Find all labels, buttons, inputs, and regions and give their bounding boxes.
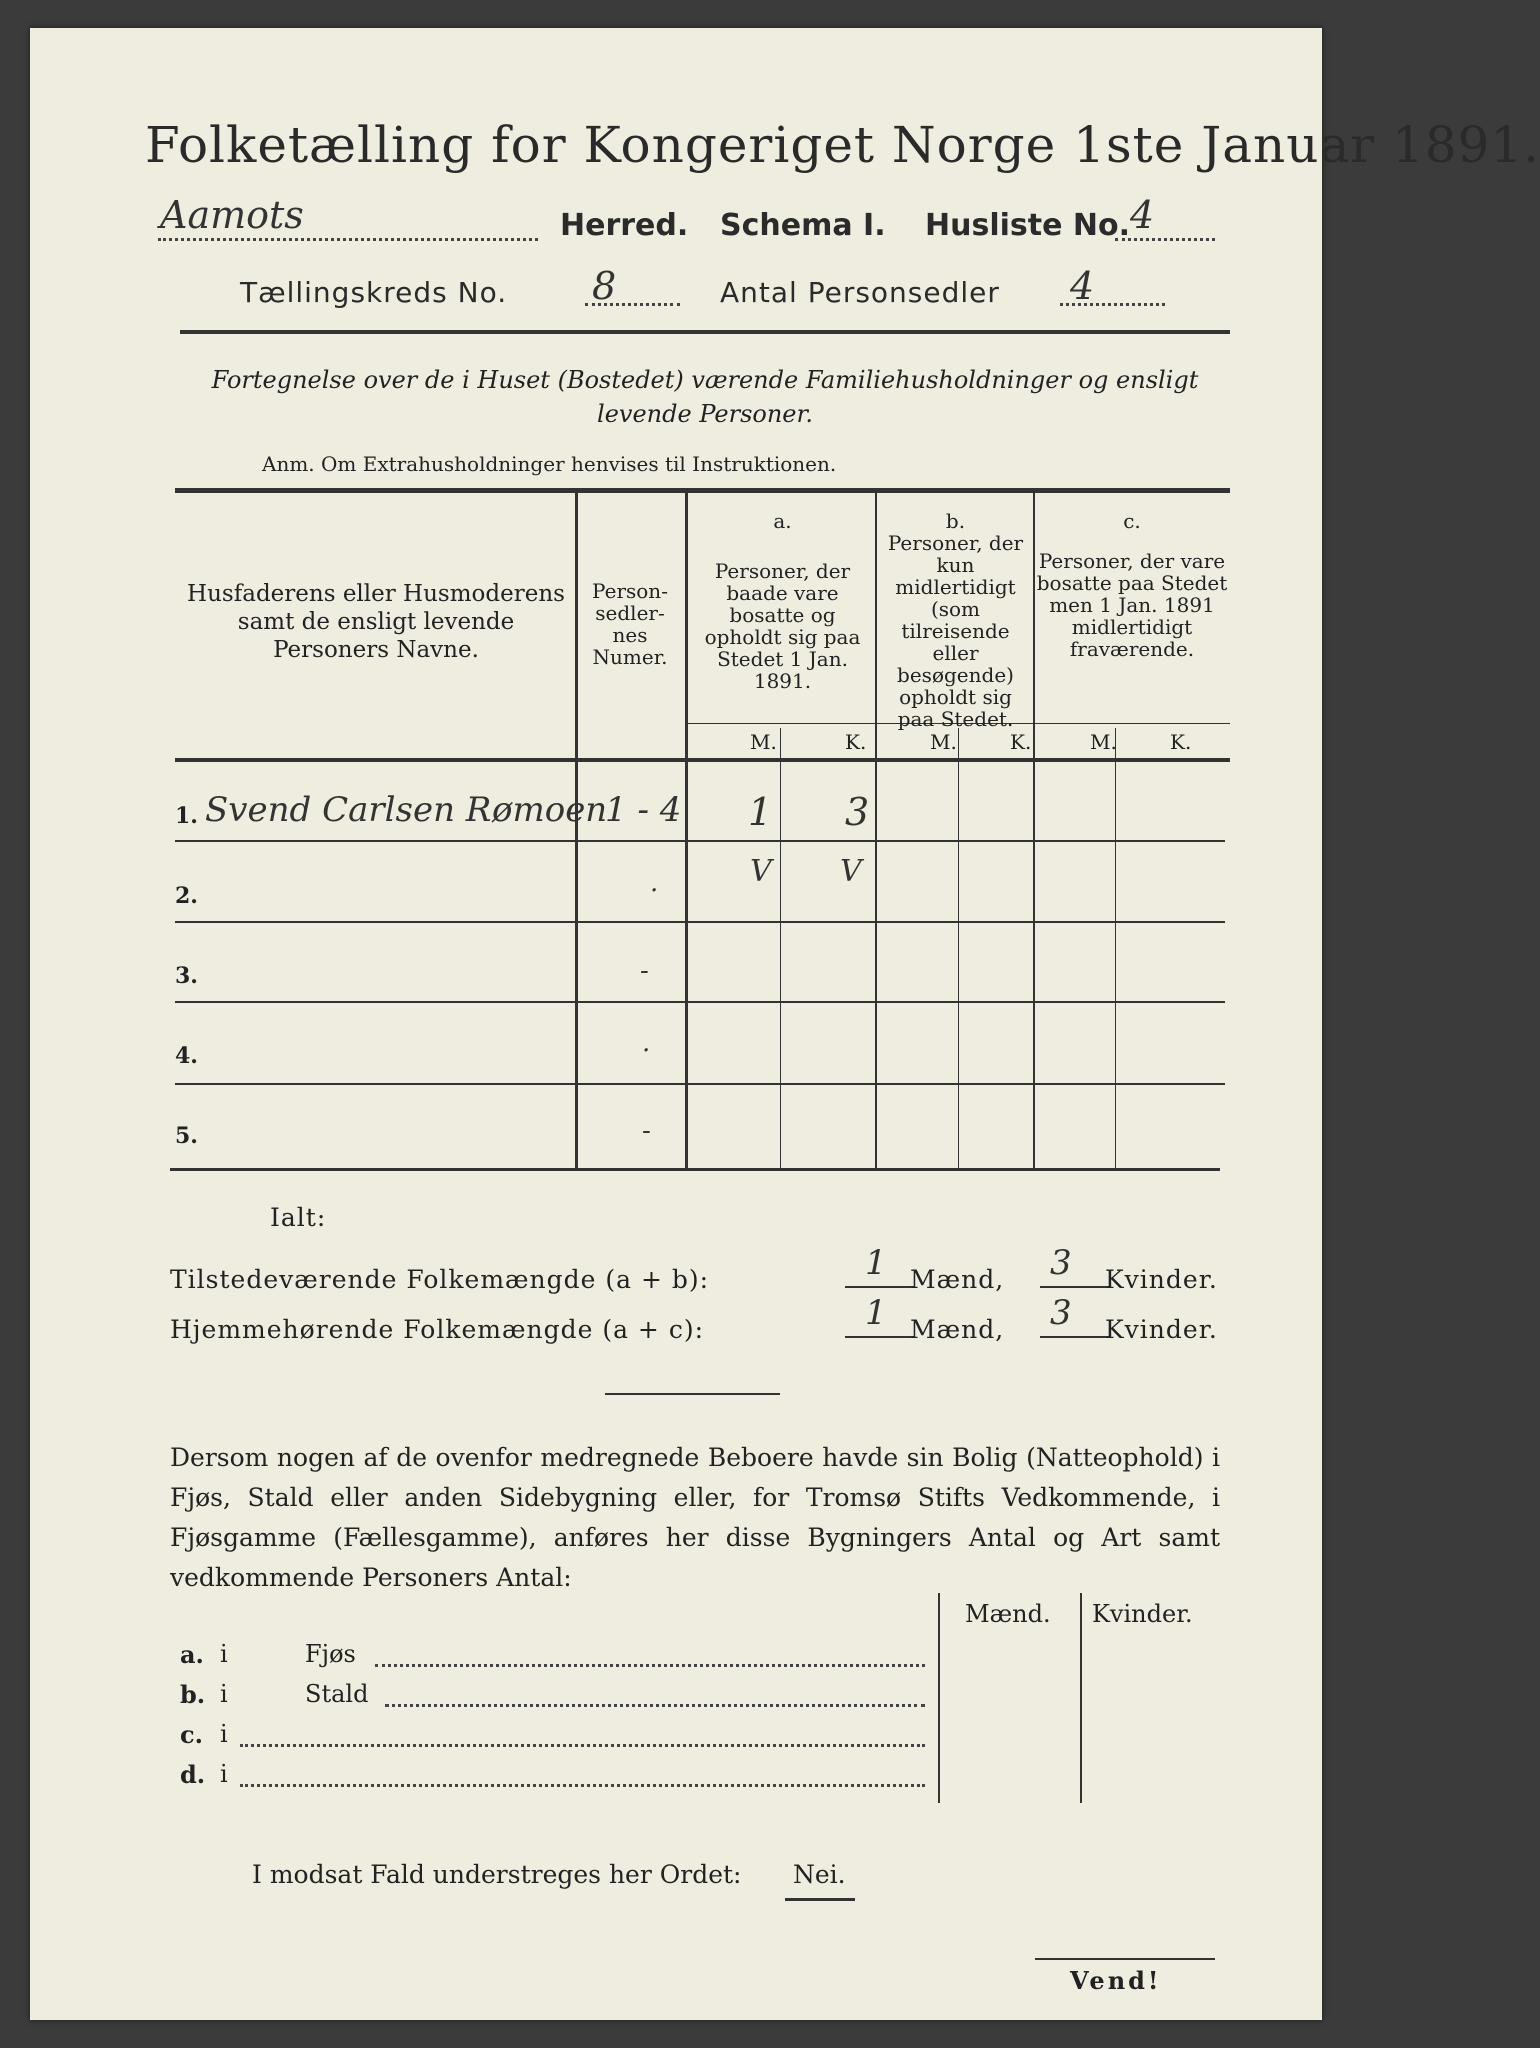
husliste-value: 4 — [1130, 193, 1155, 237]
hjem-kvinder: Kvinder. — [1105, 1315, 1218, 1344]
row-2-rule — [175, 921, 1225, 923]
hjem-label: Hjemmehørende Folkemængde (a + c): — [170, 1315, 704, 1344]
vline-3 — [875, 493, 877, 1168]
bld-kvinder-header: Kvinder. — [1092, 1600, 1193, 1628]
hjem-m-line — [845, 1336, 915, 1338]
row-3-sedler: - — [640, 956, 649, 986]
row-1-a-m: 1 — [748, 790, 773, 834]
bld-c-i: i — [220, 1720, 228, 1748]
intro-text: Fortegnelse over de i Huset (Bostedet) værende Familiehusholdninger og ensligt levende Personer. — [211, 366, 1199, 428]
husliste-label: Husliste No. — [925, 208, 1130, 243]
row-1-name: Svend Carlsen Rømoen — [205, 790, 608, 830]
row-2-num: 2. — [175, 883, 198, 909]
anm-note: Anm. Om Extrahusholdninger henvises til Instruktionen. — [262, 452, 837, 476]
col-a-letter: a. — [773, 509, 792, 533]
tilst-kvinder: Kvinder. — [1105, 1265, 1218, 1294]
bld-d-dots — [240, 1784, 925, 1787]
nei-word: Nei. — [793, 1860, 846, 1889]
vline-c-mk — [1115, 728, 1116, 1168]
tilst-label: Tilstedeværende Folkemængde (a + b): — [170, 1265, 710, 1294]
row-5-sedler: - — [642, 1116, 651, 1146]
row-1-a-k: 3 — [845, 790, 870, 834]
bld-c-letter: c. — [180, 1720, 203, 1749]
nei-underline — [785, 1898, 855, 1901]
row-1-sedler: 1 - 4 — [605, 790, 682, 830]
tilst-k-value: 3 — [1050, 1243, 1072, 1283]
kreds-value: 8 — [592, 264, 617, 308]
modsat-text: I modsat Fald understreges her Ordet: — [252, 1860, 742, 1889]
row-2-a-m: V — [750, 854, 772, 889]
hjem-k-line — [1040, 1336, 1110, 1338]
antal-dotline — [1060, 303, 1165, 306]
herred-value: Aamots — [160, 193, 304, 237]
vline-a-mk — [780, 728, 781, 1168]
row-3-num: 3. — [175, 963, 198, 989]
bld-a-i: i — [220, 1640, 228, 1668]
c-m-header: M. — [1090, 730, 1117, 754]
col-b-letter: b. — [945, 509, 966, 533]
header-rule — [180, 330, 1230, 334]
bld-a-label: Fjøs — [305, 1640, 356, 1668]
bld-b-label: Stald — [305, 1680, 369, 1708]
row-4-sedler: . — [642, 1028, 651, 1058]
col-c-letter: c. — [1123, 509, 1141, 533]
row-3-rule — [175, 1001, 1225, 1003]
col-c-header: Personer, der vare bosatte paa Stedet men 1 Jan. 1891 midlertidigt fraværende. — [1036, 549, 1228, 661]
a-m-header: M. — [750, 730, 777, 754]
form-title: Folketælling for Kongeriget Norge 1ste Januar 1891. — [145, 116, 1540, 174]
bld-maend-header: Mænd. — [965, 1600, 1051, 1628]
vline-b-mk — [958, 728, 959, 1168]
row-2-a-k: V — [840, 854, 862, 889]
vline-4 — [1033, 493, 1035, 1168]
row-1-rule — [175, 840, 1225, 842]
antal-value: 4 — [1070, 264, 1095, 308]
kreds-dotline — [585, 303, 680, 306]
bld-d-letter: d. — [180, 1760, 206, 1789]
bld-c-dots — [240, 1744, 925, 1747]
col-a-header: Personer, der baade vare bosatte og opholdt sig paa Stedet 1 Jan. 1891. — [704, 559, 861, 693]
table-top-rule — [175, 488, 1230, 493]
husliste-dotline — [1115, 238, 1215, 241]
row-4-rule — [175, 1083, 1225, 1085]
bld-b-dots — [385, 1704, 925, 1707]
col-b-header: Personer, der kun midlertidigt (som tilreisende eller besøgende) opholdt sig paa Stedet. — [887, 531, 1024, 731]
table-head-rule — [175, 758, 1230, 762]
hjem-maend: Mænd, — [910, 1315, 1005, 1344]
bld-b-letter: b. — [180, 1680, 206, 1709]
bld-b-i: i — [220, 1680, 228, 1708]
bld-vline-2 — [1080, 1593, 1082, 1803]
table-bottom-rule — [170, 1168, 1220, 1171]
vend-rule — [1035, 1958, 1215, 1960]
hjem-m-value: 1 — [865, 1293, 887, 1333]
row-4-num: 4. — [175, 1043, 198, 1069]
tilst-m-line — [845, 1286, 915, 1288]
census-form — [30, 28, 1540, 2020]
divider — [605, 1393, 780, 1395]
kreds-label: Tællingskreds No. — [240, 276, 508, 309]
tilst-maend: Mænd, — [910, 1265, 1005, 1294]
bld-vline-1 — [938, 1593, 940, 1803]
hjem-k-value: 3 — [1050, 1293, 1072, 1333]
b-m-header: M. — [930, 730, 957, 754]
ialt-label: Ialt: — [270, 1203, 327, 1232]
b-k-header: K. — [1010, 730, 1032, 754]
bld-d-i: i — [220, 1760, 228, 1788]
vline-2 — [685, 493, 688, 1168]
herred-dotline — [158, 238, 538, 241]
bld-a-letter: a. — [180, 1640, 204, 1669]
row-5-num: 5. — [175, 1123, 198, 1149]
row-1-num: 1. — [175, 803, 198, 829]
herred-label: Herred. — [560, 208, 689, 243]
a-k-header: K. — [845, 730, 867, 754]
vline-1 — [575, 493, 578, 1168]
antal-label: Antal Personsedler — [720, 276, 1000, 309]
c-k-header: K. — [1170, 730, 1192, 754]
row-2-sedler: . — [650, 868, 659, 898]
outbuilding-instructions: Dersom nogen af de ovenfor medregnede Beboere havde sin Bolig (Natteophold) i Fjøs, Stald eller anden Sidebygning eller, for Tromsø Stifts Vedkommende, i Fjøsgamme (Fællesgamme), anføres her disse Bygningers Antal og Art samt vedkommende Personers Antal: — [170, 1443, 1220, 1592]
vend-text: Vend! — [1070, 1966, 1162, 1995]
tilst-k-line — [1040, 1286, 1110, 1288]
tilst-m-value: 1 — [865, 1243, 887, 1283]
col-name-header: Husfaderens eller Husmoderens samt de ensligt levende Personers Navne. — [187, 581, 565, 663]
bld-a-dots — [375, 1664, 925, 1667]
col-num-header: Person-sedler-nes Numer. — [592, 579, 668, 669]
schema-label: Schema I. — [720, 208, 886, 243]
